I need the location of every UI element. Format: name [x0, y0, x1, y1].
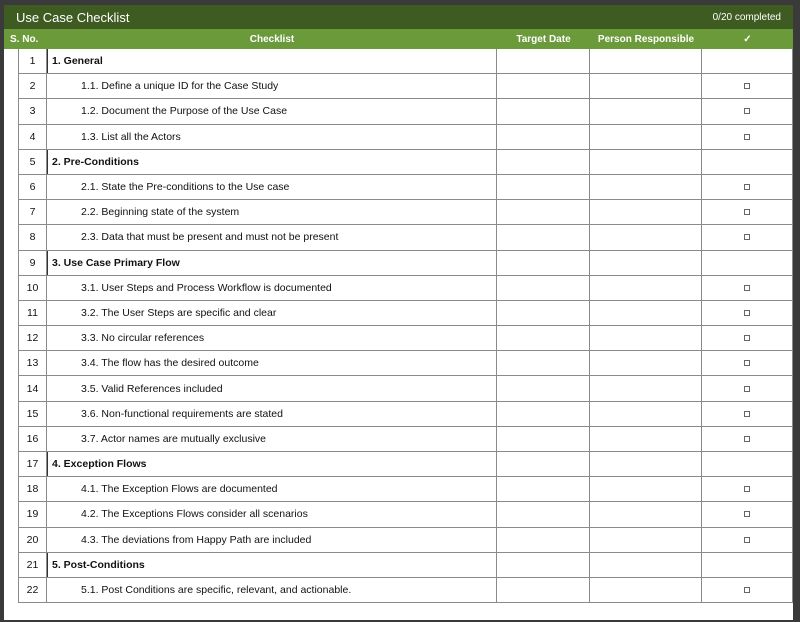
person-responsible-cell[interactable]: [590, 125, 702, 149]
target-date-cell[interactable]: [497, 74, 590, 98]
row-number: 18: [18, 477, 47, 501]
checklist-title: Use Case Checklist: [16, 9, 130, 25]
row-number: 10: [18, 276, 47, 300]
check-cell: [702, 376, 793, 400]
check-cell: [702, 150, 793, 174]
check-cell: [702, 225, 793, 249]
person-responsible-cell[interactable]: [590, 150, 702, 174]
section-heading: 5. Post-Conditions: [47, 553, 497, 577]
check-cell: [702, 49, 793, 73]
checkbox-icon[interactable]: [744, 386, 750, 392]
checklist-item-text: 3.6. Non-functional requirements are stated: [47, 402, 497, 426]
table-row: [18, 553, 793, 578]
row-number: 6: [18, 175, 47, 199]
table-row: [18, 276, 793, 301]
completion-status: 0/20 completed: [712, 11, 781, 23]
table-row: [18, 251, 793, 276]
target-date-cell[interactable]: [497, 276, 590, 300]
checklist-table-body: [18, 49, 793, 603]
table-row: [18, 200, 793, 225]
checklist-item-text: 2.3. Data that must be present and must not be present: [47, 225, 497, 249]
person-responsible-cell[interactable]: [590, 301, 702, 325]
checkbox-icon[interactable]: [744, 537, 750, 543]
checklist-item-text: 1.1. Define a unique ID for the Case Study: [47, 74, 497, 98]
table-row: [18, 376, 793, 401]
checkbox-icon[interactable]: [744, 511, 750, 517]
table-row: [18, 502, 793, 527]
check-cell: [702, 276, 793, 300]
person-responsible-cell[interactable]: [590, 225, 702, 249]
person-responsible-cell[interactable]: [590, 402, 702, 426]
checkbox-icon[interactable]: [744, 360, 750, 366]
checklist-item-text: 3.4. The flow has the desired outcome: [47, 351, 497, 375]
title-bar: [4, 5, 793, 29]
person-responsible-cell[interactable]: [590, 553, 702, 577]
column-header-checklist: Checklist: [249, 33, 295, 45]
column-header-check: ✓: [743, 33, 752, 45]
table-header: [4, 29, 793, 49]
check-cell: [702, 351, 793, 375]
table-row: [18, 225, 793, 250]
checklist-item-text: 4.2. The Exceptions Flows consider all scenarios: [47, 502, 497, 526]
person-responsible-cell[interactable]: [590, 578, 702, 602]
row-number: 20: [18, 528, 47, 552]
checkbox-icon[interactable]: [744, 436, 750, 442]
column-header-sno: S. No.: [10, 33, 39, 45]
row-number: 5: [18, 150, 47, 174]
row-number: 13: [18, 351, 47, 375]
column-header-target-date: Target Date: [516, 33, 571, 45]
check-cell: [702, 251, 793, 275]
person-responsible-cell[interactable]: [590, 276, 702, 300]
checkbox-icon[interactable]: [744, 411, 750, 417]
checkbox-icon[interactable]: [744, 335, 750, 341]
person-responsible-cell[interactable]: [590, 49, 702, 73]
checklist-item-text: 3.3. No circular references: [47, 326, 497, 350]
target-date-cell[interactable]: [497, 251, 590, 275]
target-date-cell[interactable]: [497, 402, 590, 426]
check-cell: [702, 427, 793, 451]
check-cell: [702, 125, 793, 149]
target-date-cell[interactable]: [497, 528, 590, 552]
checkbox-icon[interactable]: [744, 108, 750, 114]
column-header-person: Person Responsible: [597, 33, 695, 45]
row-number: 14: [18, 376, 47, 400]
person-responsible-cell[interactable]: [590, 99, 702, 123]
section-heading: 3. Use Case Primary Flow: [47, 251, 497, 275]
check-cell: [702, 200, 793, 224]
check-cell: [702, 578, 793, 602]
row-number: 15: [18, 402, 47, 426]
row-number: 11: [18, 301, 47, 325]
target-date-cell[interactable]: [497, 200, 590, 224]
row-number: 9: [18, 251, 47, 275]
checkbox-icon[interactable]: [744, 486, 750, 492]
table-row: [18, 402, 793, 427]
row-number: 8: [18, 225, 47, 249]
person-responsible-cell[interactable]: [590, 452, 702, 476]
person-responsible-cell[interactable]: [590, 251, 702, 275]
checkbox-icon[interactable]: [744, 310, 750, 316]
row-number: 2: [18, 74, 47, 98]
checkbox-icon[interactable]: [744, 587, 750, 593]
check-cell: [702, 175, 793, 199]
target-date-cell[interactable]: [497, 326, 590, 350]
row-number: 21: [18, 553, 47, 577]
table-row: [18, 477, 793, 502]
target-date-cell[interactable]: [497, 452, 590, 476]
checklist-item-text: 2.1. State the Pre-conditions to the Use case: [47, 175, 497, 199]
checkbox-icon[interactable]: [744, 285, 750, 291]
table-row: [18, 528, 793, 553]
target-date-cell[interactable]: [497, 125, 590, 149]
table-row: [18, 74, 793, 99]
target-date-cell[interactable]: [497, 225, 590, 249]
check-cell: [702, 99, 793, 123]
person-responsible-cell[interactable]: [590, 502, 702, 526]
checkbox-icon[interactable]: [744, 83, 750, 89]
person-responsible-cell[interactable]: [590, 326, 702, 350]
row-number: 7: [18, 200, 47, 224]
row-number: 4: [18, 125, 47, 149]
target-date-cell[interactable]: [497, 175, 590, 199]
checkbox-icon[interactable]: [744, 134, 750, 140]
target-date-cell[interactable]: [497, 477, 590, 501]
checklist-item-text: 1.2. Document the Purpose of the Use Case: [47, 99, 497, 123]
table-row: [18, 99, 793, 124]
checklist-item-text: 3.5. Valid References included: [47, 376, 497, 400]
row-number: 16: [18, 427, 47, 451]
checklist-item-text: 5.1. Post Conditions are specific, relevant, and actionable.: [47, 578, 497, 602]
check-cell: [702, 553, 793, 577]
check-cell: [702, 402, 793, 426]
checkbox-icon[interactable]: [744, 234, 750, 240]
person-responsible-cell[interactable]: [590, 427, 702, 451]
person-responsible-cell[interactable]: [590, 74, 702, 98]
checkbox-icon[interactable]: [744, 209, 750, 215]
checklist-item-text: 4.1. The Exception Flows are documented: [47, 477, 497, 501]
target-date-cell[interactable]: [497, 553, 590, 577]
person-responsible-cell[interactable]: [590, 351, 702, 375]
table-row: [18, 578, 793, 603]
section-heading: 4. Exception Flows: [47, 452, 497, 476]
check-cell: [702, 502, 793, 526]
row-number: 3: [18, 99, 47, 123]
table-row: [18, 452, 793, 477]
table-row: [18, 351, 793, 376]
target-date-cell[interactable]: [497, 578, 590, 602]
target-date-cell[interactable]: [497, 99, 590, 123]
table-row: [18, 175, 793, 200]
person-responsible-cell[interactable]: [590, 200, 702, 224]
row-number: 19: [18, 502, 47, 526]
target-date-cell[interactable]: [497, 49, 590, 73]
checkbox-icon[interactable]: [744, 184, 750, 190]
table-row: [18, 49, 793, 74]
check-cell: [702, 301, 793, 325]
checklist-item-text: 1.3. List all the Actors: [47, 125, 497, 149]
check-cell: [702, 326, 793, 350]
row-number: 1: [18, 49, 47, 73]
section-heading: 2. Pre-Conditions: [47, 150, 497, 174]
table-row: [18, 427, 793, 452]
person-responsible-cell[interactable]: [590, 175, 702, 199]
checklist-item-text: 3.7. Actor names are mutually exclusive: [47, 427, 497, 451]
person-responsible-cell[interactable]: [590, 477, 702, 501]
target-date-cell[interactable]: [497, 502, 590, 526]
target-date-cell[interactable]: [497, 301, 590, 325]
check-cell: [702, 452, 793, 476]
target-date-cell[interactable]: [497, 427, 590, 451]
check-cell: [702, 74, 793, 98]
checklist-sheet: [4, 5, 793, 620]
row-number: 22: [18, 578, 47, 602]
row-number: 17: [18, 452, 47, 476]
target-date-cell[interactable]: [497, 150, 590, 174]
section-heading: 1. General: [47, 49, 497, 73]
checklist-item-text: 4.3. The deviations from Happy Path are included: [47, 528, 497, 552]
table-row: [18, 150, 793, 175]
checklist-item-text: 3.2. The User Steps are specific and clear: [47, 301, 497, 325]
table-row: [18, 125, 793, 150]
table-row: [18, 301, 793, 326]
target-date-cell[interactable]: [497, 351, 590, 375]
person-responsible-cell[interactable]: [590, 528, 702, 552]
person-responsible-cell[interactable]: [590, 376, 702, 400]
check-cell: [702, 477, 793, 501]
checklist-item-text: 3.1. User Steps and Process Workflow is documented: [47, 276, 497, 300]
check-cell: [702, 528, 793, 552]
checklist-item-text: 2.2. Beginning state of the system: [47, 200, 497, 224]
target-date-cell[interactable]: [497, 376, 590, 400]
table-row: [18, 326, 793, 351]
row-number: 12: [18, 326, 47, 350]
